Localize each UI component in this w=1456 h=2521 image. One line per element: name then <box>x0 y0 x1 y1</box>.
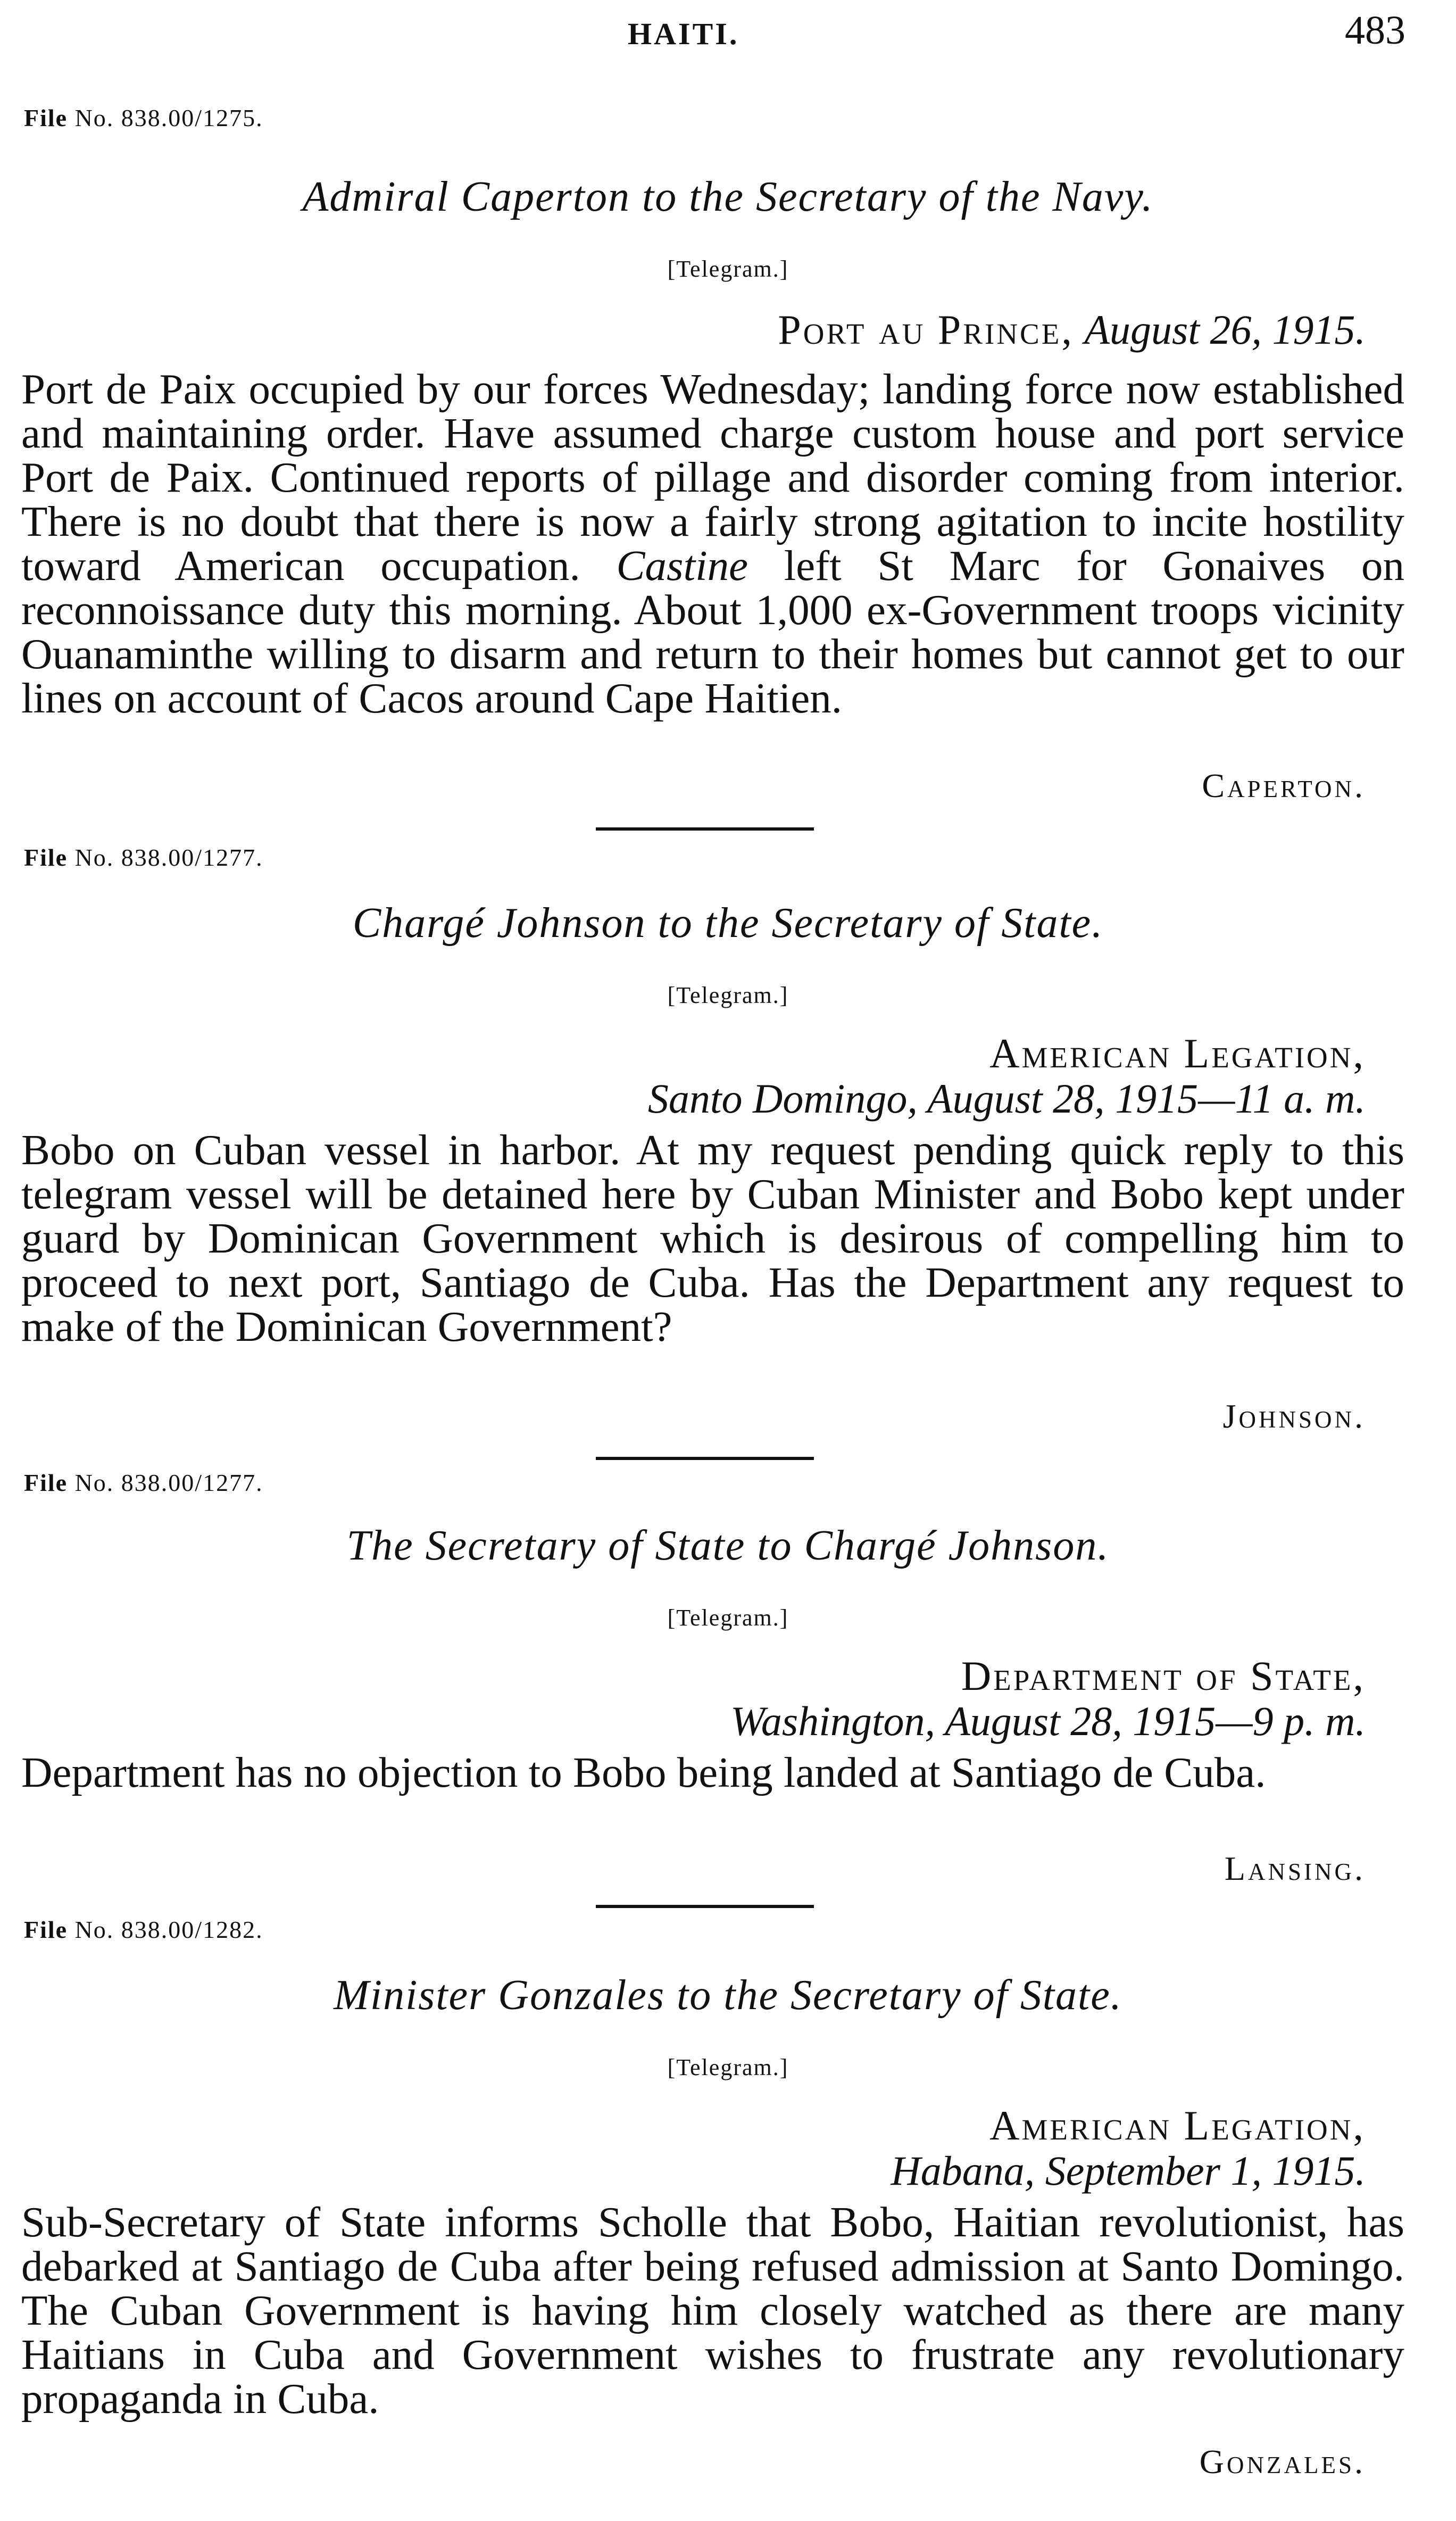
date: Washington, August 28, 1915—9 p. m. <box>730 1698 1366 1744</box>
page-number: 483 <box>1345 8 1405 53</box>
date-line <box>730 1697 1366 1745</box>
date: August 26, 1915. <box>1084 306 1366 353</box>
running-header: HAITI. <box>628 16 739 51</box>
file-number <box>24 1469 263 1497</box>
place-name: Port au Prince, <box>778 306 1074 353</box>
file-number <box>24 843 263 872</box>
date-line <box>648 1075 1366 1123</box>
place-name: Department of State, <box>961 1653 1366 1699</box>
document-title: Admiral Caperton to the Secretary of the Navy. <box>302 173 1154 220</box>
body-text-part: left St Marc for Gonaives on reconnoissance duty this morning. About 1,000 ex-Government troops vicinity Ouanaminthe willing to disarm and return to their homes but cannot get to our lines on account of Cacos around Cape Haitien. <box>21 542 1404 722</box>
telegram-label: [Telegram.] <box>667 2054 789 2080</box>
signature: Lansing. <box>1224 1850 1366 1887</box>
signature: Caperton. <box>1202 767 1366 805</box>
telegram-body: Bobo on Cuban vessel in harbor. At my request pending quick reply to this telegram vessel will be detained here by Cuban Minister and Bobo kept under guard by Dominican Government which is desirous of compelling him to proceed to next port, Santiago de Cuba. Has the Department any request to make of the Dominican Government? <box>21 1126 1404 1350</box>
document-title: Minister Gonzales to the Secretary of State. <box>334 1972 1122 2019</box>
telegram-body: Sub-Secretary of State informs Scholle that Bobo, Haitian revolutionist, has debarked at Santiago de Cuba after being refused admission at Santo Domingo. The Cuban Government is having him closely watched as there are many Haitians in Cuba and Government wishes to frustrate any revolutionary propaganda in Cuba. <box>21 2198 1404 2423</box>
section-divider <box>596 827 814 831</box>
file-label: File <box>24 1469 68 1496</box>
file-number-value: No. 838.00/1277. <box>74 1469 263 1496</box>
place-name-line <box>989 1030 1366 1077</box>
telegram-body <box>21 367 1404 720</box>
file-label: File <box>24 104 68 131</box>
telegram-body: Department has no objection to Bobo being landed at Santiago de Cuba. <box>21 1748 1266 1796</box>
file-number <box>24 104 263 132</box>
place-name: American Legation, <box>989 1030 1366 1076</box>
date: Habana, September 1, 1915. <box>891 2147 1366 2194</box>
file-label: File <box>24 844 68 871</box>
file-number <box>24 1915 263 1944</box>
file-number-value: No. 838.00/1275. <box>74 104 263 131</box>
body-text-part: Port de Paix occupied by our forces Wednesday; landing force now established and maintaining order. Have assumed charge custom house and port service Port de Paix. Continued reports of pillage and disorder coming from interior. There is no doubt that there is now a fairly strong agitation to incite hostility toward American occupation. <box>21 365 1404 590</box>
document-title: The Secretary of State to Chargé Johnson. <box>346 1522 1110 1569</box>
place-date-line <box>778 306 1366 354</box>
place-name: American Legation, <box>989 2102 1366 2149</box>
file-label: File <box>24 1916 68 1943</box>
section-divider <box>596 1905 814 1908</box>
ship-name: Castine <box>616 542 748 590</box>
file-number-value: No. 838.00/1282. <box>74 1916 263 1943</box>
telegram-label: [Telegram.] <box>667 256 789 282</box>
file-number-value: No. 838.00/1277. <box>74 844 263 871</box>
signature: Johnson. <box>1222 1397 1366 1435</box>
telegram-label: [Telegram.] <box>667 1605 789 1631</box>
telegram-label: [Telegram.] <box>667 982 789 1008</box>
document-title: Chargé Johnson to the Secretary of State. <box>352 900 1104 947</box>
signature: Gonzales. <box>1199 2443 1366 2481</box>
section-divider <box>596 1457 814 1460</box>
date: Santo Domingo, August 28, 1915—11 a. m. <box>647 1075 1366 1122</box>
place-name-line <box>961 1652 1366 1700</box>
date-line <box>891 2147 1366 2195</box>
place-name-line <box>989 2102 1366 2150</box>
